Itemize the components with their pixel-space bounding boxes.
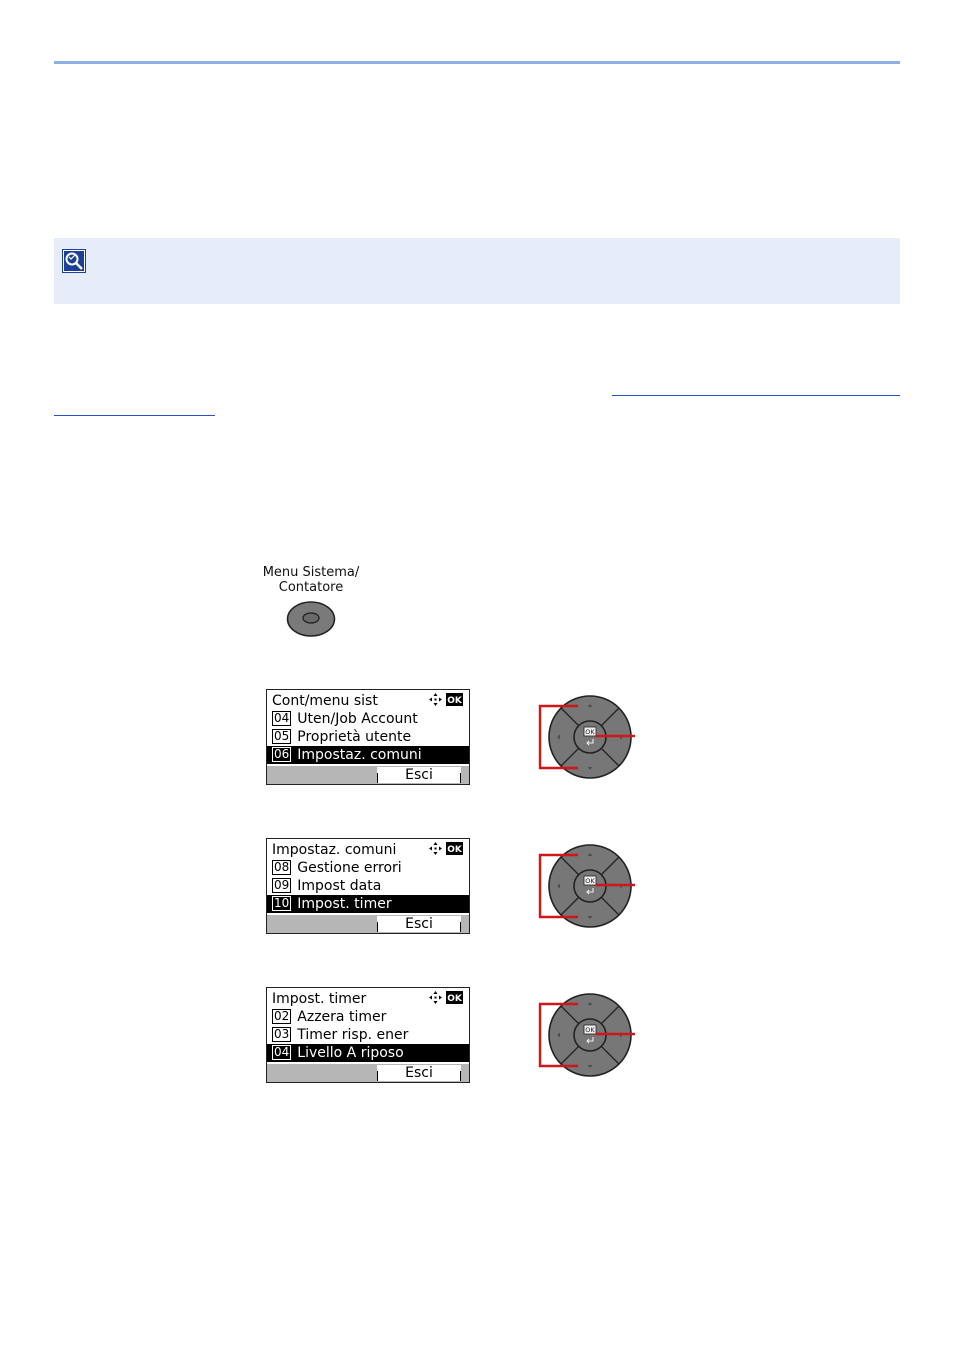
four-way-arrow-ok-indicator bbox=[429, 842, 463, 855]
item-number: 03 bbox=[274, 1027, 290, 1041]
navigation-pad[interactable] bbox=[536, 692, 636, 780]
item-number: 04 bbox=[274, 711, 290, 725]
exit-softkey[interactable]: Esci bbox=[377, 916, 461, 932]
item-label: Impost. timer bbox=[297, 896, 392, 912]
note-magnifier-icon bbox=[62, 249, 86, 273]
lcd-title: Impostaz. comuni bbox=[272, 842, 397, 858]
button-label-line-1: Menu Sistema/ bbox=[262, 565, 360, 580]
lcd-screen-common-settings bbox=[266, 838, 470, 934]
item-number: 04 bbox=[274, 1045, 290, 1059]
menu-item[interactable] bbox=[267, 710, 469, 728]
item-number: 09 bbox=[274, 878, 290, 892]
item-label: Timer risp. ener bbox=[297, 1027, 409, 1043]
exit-softkey[interactable]: Esci bbox=[377, 767, 461, 783]
item-number: 06 bbox=[274, 747, 290, 761]
item-label: Impost data bbox=[297, 878, 382, 894]
svg-text:OK: OK bbox=[585, 1026, 595, 1034]
svg-text:OK: OK bbox=[447, 994, 462, 1004]
svg-text:OK: OK bbox=[585, 877, 595, 885]
header-rule bbox=[54, 61, 900, 64]
item-label: Livello A riposo bbox=[297, 1045, 404, 1061]
lcd-softkey-bar bbox=[267, 766, 469, 784]
svg-text:OK: OK bbox=[585, 728, 595, 736]
menu-item-selected[interactable] bbox=[267, 1044, 469, 1062]
button-label-line-2: Contatore bbox=[278, 580, 344, 595]
menu-item[interactable] bbox=[267, 1026, 469, 1044]
item-label: Gestione errori bbox=[297, 860, 402, 876]
item-label: Uten/Job Account bbox=[297, 711, 418, 727]
item-number: 02 bbox=[274, 1009, 290, 1023]
cross-reference-link[interactable] bbox=[612, 395, 900, 396]
lcd-softkey-bar bbox=[267, 1064, 469, 1082]
item-label: Azzera timer bbox=[297, 1009, 387, 1025]
menu-item[interactable] bbox=[267, 877, 469, 895]
menu-item-selected[interactable] bbox=[267, 746, 469, 764]
system-menu-button-label bbox=[246, 565, 376, 595]
item-label: Impostaz. comuni bbox=[297, 747, 422, 763]
lcd-screen-system-menu bbox=[266, 689, 470, 785]
exit-softkey[interactable]: Esci bbox=[377, 1065, 461, 1081]
lcd-softkey-bar bbox=[267, 915, 469, 933]
svg-text:OK: OK bbox=[447, 696, 462, 706]
four-way-arrow-ok-indicator bbox=[429, 991, 463, 1004]
item-number: 08 bbox=[274, 860, 290, 874]
item-number: 10 bbox=[274, 896, 290, 910]
svg-text:OK: OK bbox=[447, 845, 462, 855]
menu-item[interactable] bbox=[267, 859, 469, 877]
cross-reference-link-continued[interactable] bbox=[54, 415, 215, 416]
item-number: 05 bbox=[274, 729, 290, 743]
navigation-pad[interactable] bbox=[536, 841, 636, 929]
menu-item[interactable] bbox=[267, 1008, 469, 1026]
four-way-arrow-ok-indicator bbox=[429, 693, 463, 706]
system-menu-counter-button[interactable] bbox=[286, 601, 336, 637]
menu-item[interactable] bbox=[267, 728, 469, 746]
lcd-title: Cont/menu sist bbox=[272, 693, 378, 709]
lcd-screen-timer-settings bbox=[266, 987, 470, 1083]
lcd-title: Impost. timer bbox=[272, 991, 367, 1007]
item-label: Proprietà utente bbox=[297, 729, 412, 745]
menu-item-selected[interactable] bbox=[267, 895, 469, 913]
note-box bbox=[54, 238, 900, 304]
navigation-pad[interactable] bbox=[536, 990, 636, 1078]
